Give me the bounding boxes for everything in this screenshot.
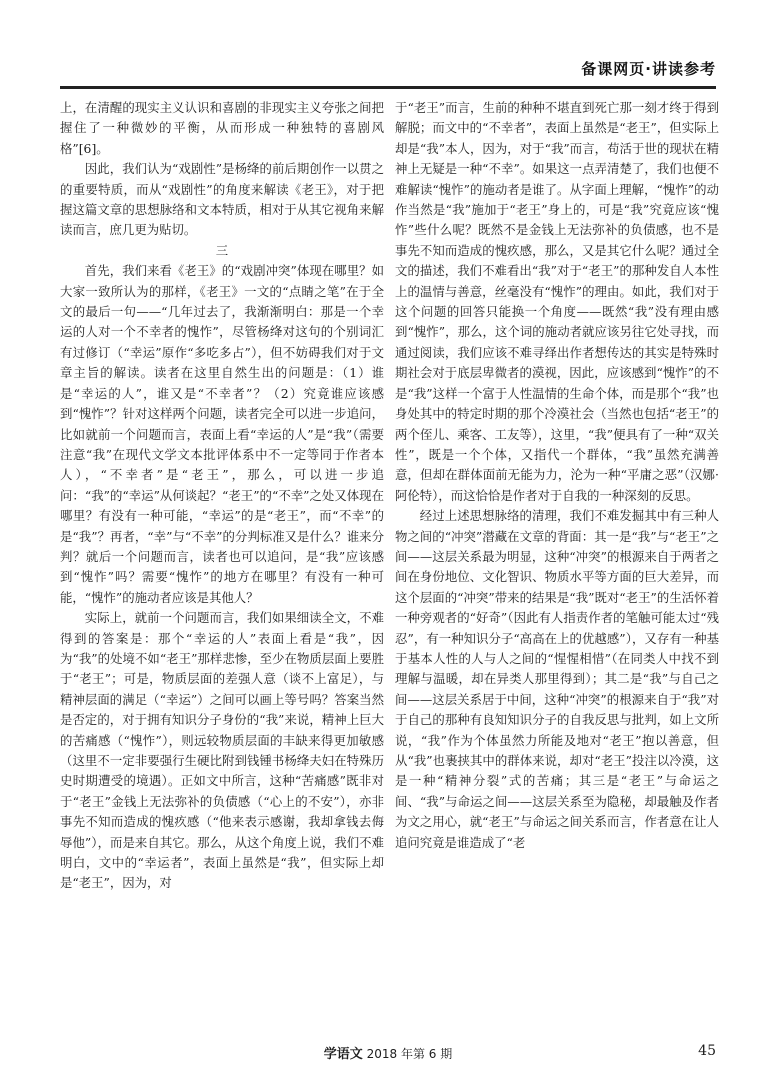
page-footer: [60, 1043, 716, 1063]
paragraph: 因此，我们认为“戏剧性”是杨绛的前后期创作一以贯之的重要特质，而从“戏剧性”的角度来解读《老王》，对于把握这篇文章的思想脉络和文本特质，相对于从其它视角来解读而言，庶几更为贴切。: [60, 161, 384, 238]
journal-issue: 2018 年第 6 期: [366, 1047, 453, 1061]
left-column: [60, 98, 384, 894]
paragraph: 经过上述思想脉络的清理，我们不难发掘其中有三种人物之间的“冲突”潜藏在文章的背面：其一是“我”与“老王”之间——这层关系最为明显，这种“冲突”的根源来自于两者之间在身份地位、文化智识、物质水平等方面的巨大差异，而这个层面的“冲突”带来的结果是“我”既对“老王”的生活怀着一种旁观者的“好奇”（因此有人指责作者的笔触可能太过“残忍”，有一种知识分子“高高在上的优越感”），又存有一种基于基本人性的人与人之间的“惺惺相惜”（在同类人中找不到理解与温暖，却在异类人那里得到）；其二是“我”与自己之间——这层关系居于中间，这种“冲突”的根源来自于“我”对于自己的那种有良知知识分子的自我反思与批判，如上文所说，“我”作为个体虽然力所能及地对“老王”抱以善意，但从“我”也裹挟其中的群体来说，却对“老王”投注以冷漠，这是一种“精神分裂”式的苦痛；其三是“老王”与命运之间、“我”与命运之间——这层关系至为隐秘，却最触及作者为文之用心，就“老王”与命运之间关系而言，作者意在让人追问究竟是谁造成了“老: [395, 508, 719, 850]
paragraph: 于“老王”而言，生前的种种不堪直到死亡那一刻才终于得到解脱；而文中的“不幸者”，表面上虽然是“老王”，但实际上却是“我”本人，因为，对于“我”而言，苟活于世的现状在精神上无疑是一种“不幸”。如果这一点弄清楚了，我们也便不难解读“愧怍”的施动者是谁了。从字面上理解，“愧怍”的动作当然是“我”施加于“老王”身上的，可是“我”究竟应该“愧怍”些什么呢？既然不是金钱上无法弥补的负债感，也不是事先不知而造成的愧疚感，那么，又是其它什么呢？通过全文的描述，我们不难看出“我”对于“老王”的那种发自人本性上的温情与善意，丝毫没有“愧怍”的理由。如此，我们对于这个问题的回答只能换一个角度——既然“我”没有理由感到“愧怍”，那么，这个词的施动者就应该另往它处寻找，而通过阅读，我们应该不难寻绎出作者想传达的其实是特殊时期社会对于底层卑微者的漠视，因此，应该感到“愧怍”的不是“我”这样一个富于人性温情的生命个体，而是那个“我”也身处其中的特定时期的那个冷漠社会（当然也包括“老王”的两个侄儿、乘客、工友等），这里，“我”便具有了一种“双关性”，既是一个个体，又指代一个群体，“我”虽然充满善意，但却在群体面前无能为力，沦为一种“平庸之恶”（汉娜·阿伦特），而这恰恰是作者对于自我的一种深刻的反思。: [395, 100, 719, 503]
section-heading: 三: [215, 242, 229, 258]
paragraph: 首先，我们来看《老王》的“戏剧冲突”体现在哪里？如大家一致所认为的那样，《老王》一文的“点睛之笔”在于全文的最后一句——“几年过去了，我渐渐明白：那是一个幸运的人对一个不幸者的愧怍”，尽管杨绛对这句的个别词汇有过修订（“幸运”原作“多吃多占”），但不妨碍我们对于文章主旨的解读。读者在这里自然生出的问题是：（1）谁是“幸运的人”，谁又是“不幸者”？（2）究竟谁应该感到“愧怍”？针对这样两个问题，读者完全可以进一步追问，比如就前一个问题而言，表面上看“幸运的人”是“我”（需要注意“我”在现代文学文本批评体系中不一定等同于作者本人），“不幸者”是“老王”，那么，可以进一步追问：“我”的“幸运”从何谈起？“老王”的“不幸”之处又体现在哪里？有没有一种可能，“幸运”的是“老王”，而“不幸”的是“我”？再者，“幸”与“不幸”的分判标准又是什么？谁来分判？就后一个问题而言，读者也可以追问，是“我”应该感到“愧怍”吗？需要“愧怍”的地方在哪里？有没有一种可能，“愧怍”的施动者应该是其他人？: [60, 263, 384, 605]
header-rule: [60, 86, 716, 89]
paragraph: 上，在清醒的现实主义认识和喜剧的非现实主义夸张之间把握住了一种微妙的平衡，从而形成一种独特的喜剧风格”[6]。: [60, 100, 384, 156]
paragraph: 实际上，就前一个问题而言，我们如果细读全文，不难得到的答案是：那个“幸运的人”表面上看是“我”，因为“我”的处境不如“老王”那样悲惨，至少在物质层面上要胜于“老王”；可是，物质层面的差强人意（谈不上富足），与精神层面的满足（“幸运”）之间可以画上等号吗？答案当然是否定的，对于拥有知识分子身份的“我”来说，精神上巨大的苦痛感（“愧怍”），则远较物质层面的丰缺来得更加敏感（这里不一定非要强行生硬比附到钱锺书杨绛夫妇在特殊历史时期遭受的境遇）。正如文中所言，这种“苦痛感”既非对于“老王”金钱上无法弥补的负债感（“心上的不安”），亦非事先不知而造成的愧疚感（“他来表示感谢，我却拿钱去侮辱他”），而是来自其它。那么，从这个角度上说，我们不难明白，文中的“幸运者”，表面上虽然是“我”，但实际上却是“老王”，因为，对: [60, 610, 384, 891]
right-column: [395, 98, 719, 853]
page-number: 45: [698, 1043, 716, 1059]
header-title: 备课网页·讲读参考: [581, 60, 716, 78]
journal-name: 学语文: [323, 1047, 363, 1062]
footer-journal: [60, 1043, 716, 1062]
running-header: [60, 58, 716, 88]
